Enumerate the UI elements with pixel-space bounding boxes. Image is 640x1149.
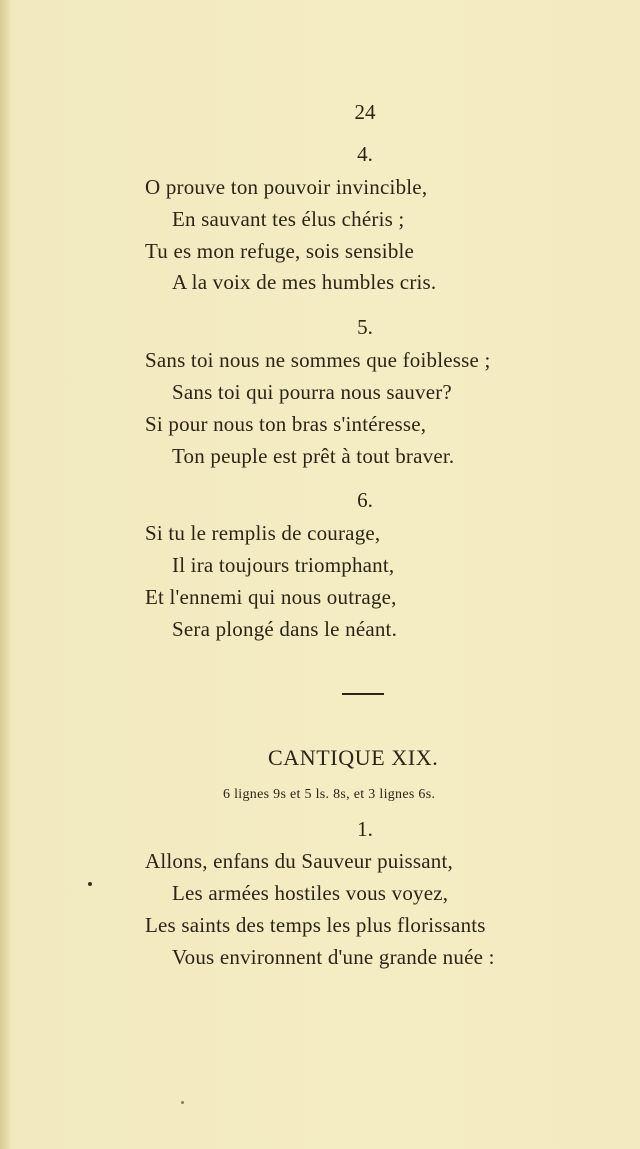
stanza-number-4: 4. (357, 142, 373, 166)
verse-line: Les saints des temps les plus florissants (145, 913, 486, 937)
page-gutter (0, 0, 10, 1149)
ink-speck (88, 882, 92, 886)
verse-line: Si pour nous ton bras s'intéresse, (145, 412, 427, 436)
stanza-number-6: 6. (357, 488, 373, 512)
verse-line: Il ira toujours triomphant, (172, 553, 395, 577)
verse-line: Si tu le remplis de courage, (145, 521, 381, 545)
verse-line: O prouve ton pouvoir invincible, (145, 175, 428, 199)
verse-line: A la voix de mes humbles cris. (172, 270, 437, 294)
verse-line: En sauvant tes élus chéris ; (172, 207, 405, 231)
verse-line: Allons, enfans du Sauveur puissant, (145, 849, 453, 873)
verse-line: Sans toi qui pourra nous sauver? (172, 380, 452, 404)
verse-line: Ton peuple est prêt à tout braver. (172, 444, 455, 468)
verse-line: Sans toi nous ne sommes que foiblesse ; (145, 348, 491, 372)
page-number: 24 (354, 100, 376, 124)
stanza-number-1: 1. (357, 817, 373, 841)
verse-line: Sera plongé dans le néant. (172, 617, 398, 641)
stanza-number-5: 5. (357, 315, 373, 339)
hymn-meter: 6 lignes 9s et 5 ls. 8s, et 3 lignes 6s. (223, 787, 436, 802)
verse-line: Les armées hostiles vous voyez, (172, 881, 449, 905)
section-divider (342, 693, 384, 695)
verse-line: Vous environnent d'une grande nuée : (172, 945, 495, 969)
verse-line: Tu es mon refuge, sois sensible (145, 239, 415, 263)
ink-speck (181, 1101, 184, 1104)
verse-line: Et l'ennemi qui nous outrage, (145, 585, 397, 609)
hymn-title: CANTIQUE XIX. (268, 745, 439, 770)
